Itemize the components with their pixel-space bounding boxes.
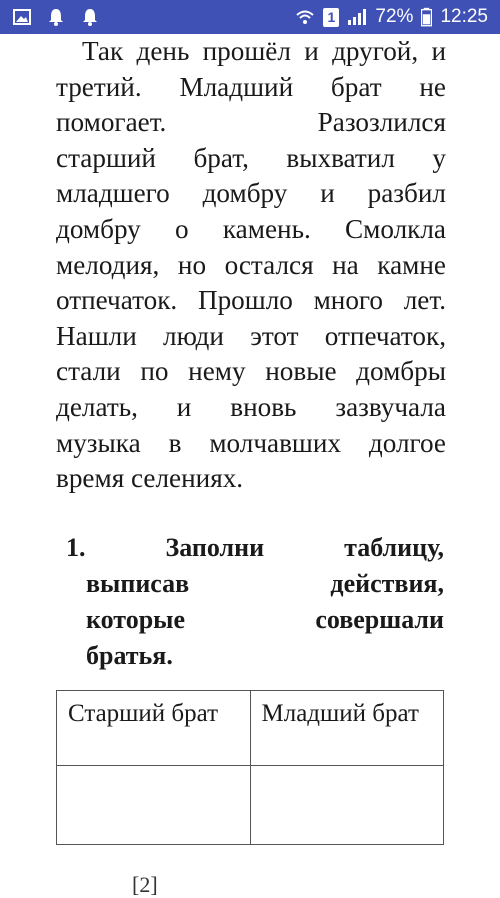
table-row bbox=[57, 766, 444, 845]
bell-icon bbox=[46, 7, 66, 27]
task-line: которые совершали bbox=[86, 605, 444, 634]
bell-icon bbox=[80, 7, 100, 27]
story-line: помогает. Разозлился bbox=[56, 107, 446, 138]
story-line: время селениях. bbox=[56, 463, 244, 494]
signal-icon bbox=[347, 7, 367, 27]
story-line: музыка в молчавших долгое bbox=[56, 427, 446, 458]
brothers-table bbox=[56, 690, 444, 845]
story-line: старший брат, выхватил у bbox=[56, 142, 446, 173]
story-line: младшего домбру и разбил bbox=[56, 178, 446, 209]
task-instruction bbox=[66, 530, 444, 674]
story-paragraph bbox=[56, 34, 446, 497]
page-number: [2] bbox=[132, 872, 158, 897]
story-line: Нашли люди этот отпечаток, bbox=[56, 320, 446, 351]
header-younger-brother: Младший брат bbox=[250, 691, 444, 766]
story-line: домбру о камень. Смолкла bbox=[56, 213, 446, 244]
cell-elder-brother[interactable] bbox=[57, 766, 251, 845]
story-line: Так день прошёл и другой, и bbox=[82, 36, 446, 66]
story-line: третий. Младший брат не bbox=[56, 71, 446, 102]
cell-younger-brother[interactable] bbox=[250, 766, 444, 845]
task-line: выписав действия, bbox=[86, 569, 444, 598]
header-elder-brother: Старший брат bbox=[57, 691, 251, 766]
status-right bbox=[295, 6, 488, 28]
story-line: отпечаток. Прошло много лет. bbox=[56, 285, 446, 316]
task-line: 1. Заполни таблицу, bbox=[66, 533, 444, 562]
story-line: мелодия, но остался на камне bbox=[56, 249, 446, 280]
clock: 12:25 bbox=[440, 6, 488, 27]
wifi-icon bbox=[295, 7, 315, 27]
task-line: братья. bbox=[86, 641, 173, 670]
battery-icon bbox=[421, 7, 432, 27]
image-icon bbox=[12, 7, 32, 27]
table-header-row bbox=[57, 691, 444, 766]
battery-percent: 72% bbox=[375, 6, 414, 27]
story-line: делать, и вновь зазвучала bbox=[56, 391, 446, 422]
story-line: стали по нему новые домбры bbox=[56, 356, 446, 387]
status-left-icons bbox=[12, 7, 100, 27]
status-bar bbox=[0, 0, 500, 34]
sim-badge: 1 bbox=[323, 8, 339, 27]
